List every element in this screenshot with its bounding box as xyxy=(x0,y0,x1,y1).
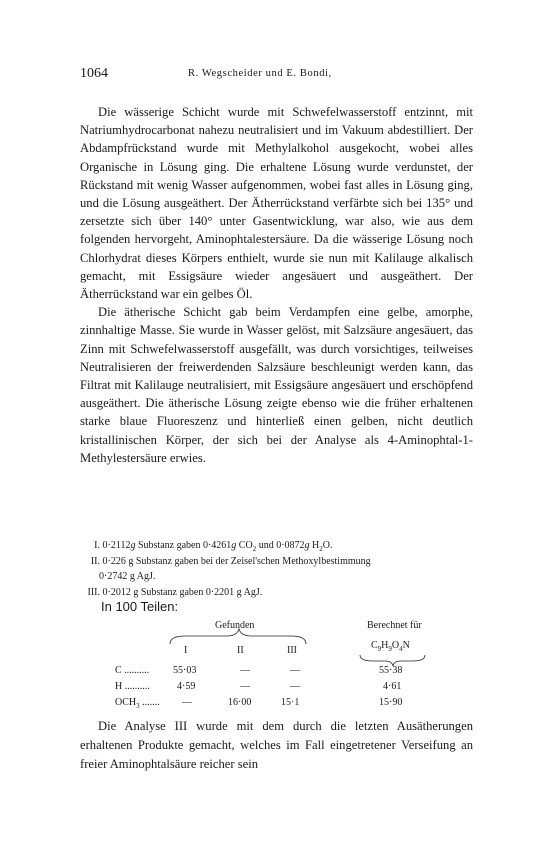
results-table xyxy=(115,620,460,715)
running-head: R. Wegscheider und E. Bondi, xyxy=(188,68,332,79)
analysis-3: III. 0·2012 g Substanz gaben 0·2201 g AgJ. xyxy=(80,585,480,601)
paragraph-1: Die wässerige Schicht wurde mit Schwefelwasserstoff entzinnt, mit Natriumhydrocarbonat nahezu neutralisiert und im Vakuum abdestilliert. Der Abdampfrückstand wurde mit Methylalkohol ausgekocht, wobei alles Organische in Lösung ging. Die erhaltene Lösung wurde verdunstet, der Rückstand mit wenig Wasser aufgenommen, wobei fast alles in Lösung ging, und die Lösung ausgeäthert. Der Ätherrückstand verfärbte sich bei 135° und zersetzte sich über 140° unter Gasentwicklung, war also, wie aus dem folgenden hervorgeht, Aminophtalestersäure. Da die wässerige Lösung noch Chlorhydrat dieses Körpers enthielt, wurde sie nun mit Kalilauge alkalisch gemacht, mit Essigsäure wieder angesäuert und ausgeäthert. Der Ätherrückstand war ein gelbes Öl. xyxy=(80,105,473,302)
row-label: C .......... xyxy=(115,665,150,676)
results-heading: In 100 Teilen: xyxy=(101,599,179,614)
column-header-i: I xyxy=(184,645,188,656)
found-label: Gefunden xyxy=(215,620,255,631)
cell: — xyxy=(182,697,192,708)
cell: 15·1 xyxy=(281,697,300,708)
tail-text xyxy=(80,717,473,774)
analysis-number: II. xyxy=(90,555,100,567)
cell: — xyxy=(290,681,300,692)
cell: 16·00 xyxy=(228,697,252,708)
cell: 4·61 xyxy=(383,681,402,692)
paragraph-2: Die ätherische Schicht gab beim Verdampfen eine gelbe, amorphe, zinnhaltige Masse. Sie wurde in Wasser gelöst, mit Salzsäure angesäuert, das Zinn mit Schwefelwasserstoff ausgefällt, was durch vorsichtiges, teilweises Neutralisieren der freiwerdenden Salzsäure beschleunigt werden kann, das Filtrat mit Kalilauge neutralisiert, mit Essigsäure angesäuert und erschöpfend ausgeäthert. Die ätherische Lösung zeigte ebenso wie die früher erhaltenen starke blaue Fluoreszenz und hinterließ einen gelben, nicht deutlich kristallinischen Körper, der sich bei der Analyse als 4-Aminophtal-1-Methylestersäure erwies. xyxy=(80,305,473,465)
analysis-list xyxy=(80,538,480,600)
calc-label: Berechnet für xyxy=(367,620,422,631)
page-number: 1064 xyxy=(80,66,108,81)
cell: — xyxy=(290,665,300,676)
analysis-number: III. xyxy=(87,586,100,598)
cell: 4·59 xyxy=(177,681,196,692)
row-label: $OCH_3$ ....... xyxy=(115,697,160,710)
paragraph-3: Die Analyse III wurde mit dem durch die letzten Ausätherungen erhaltenen Produkte gemacht, welches im Fall eingetretener Verseifung an freier Aminophtalsäure reicher sein xyxy=(80,719,473,771)
page-header xyxy=(80,66,480,84)
cell: 15·90 xyxy=(379,697,403,708)
cell: — xyxy=(240,665,250,676)
body-text xyxy=(80,103,473,467)
formula: $C_9H_9O_4N$ xyxy=(371,640,410,653)
column-header-ii: II xyxy=(237,645,244,656)
cell: — xyxy=(240,681,250,692)
found-brace xyxy=(170,629,306,644)
cell: 55·03 xyxy=(173,665,197,676)
column-header-iii: III xyxy=(287,645,297,656)
analysis-number: I. xyxy=(94,540,100,551)
analysis-2-continued: 0·2742 g AgJ. xyxy=(99,571,156,582)
cell: 55·38 xyxy=(379,665,403,676)
analysis-1: I. 0·2112g Substanz gaben 0·4261g $CO_2$ und 0·0872g $H_2O$. xyxy=(80,538,480,554)
analysis-2: II. 0·226 g Substanz gaben bei der Zeisel'schen Methoxylbestimmung xyxy=(80,554,480,570)
row-label: H .......... xyxy=(115,681,150,692)
